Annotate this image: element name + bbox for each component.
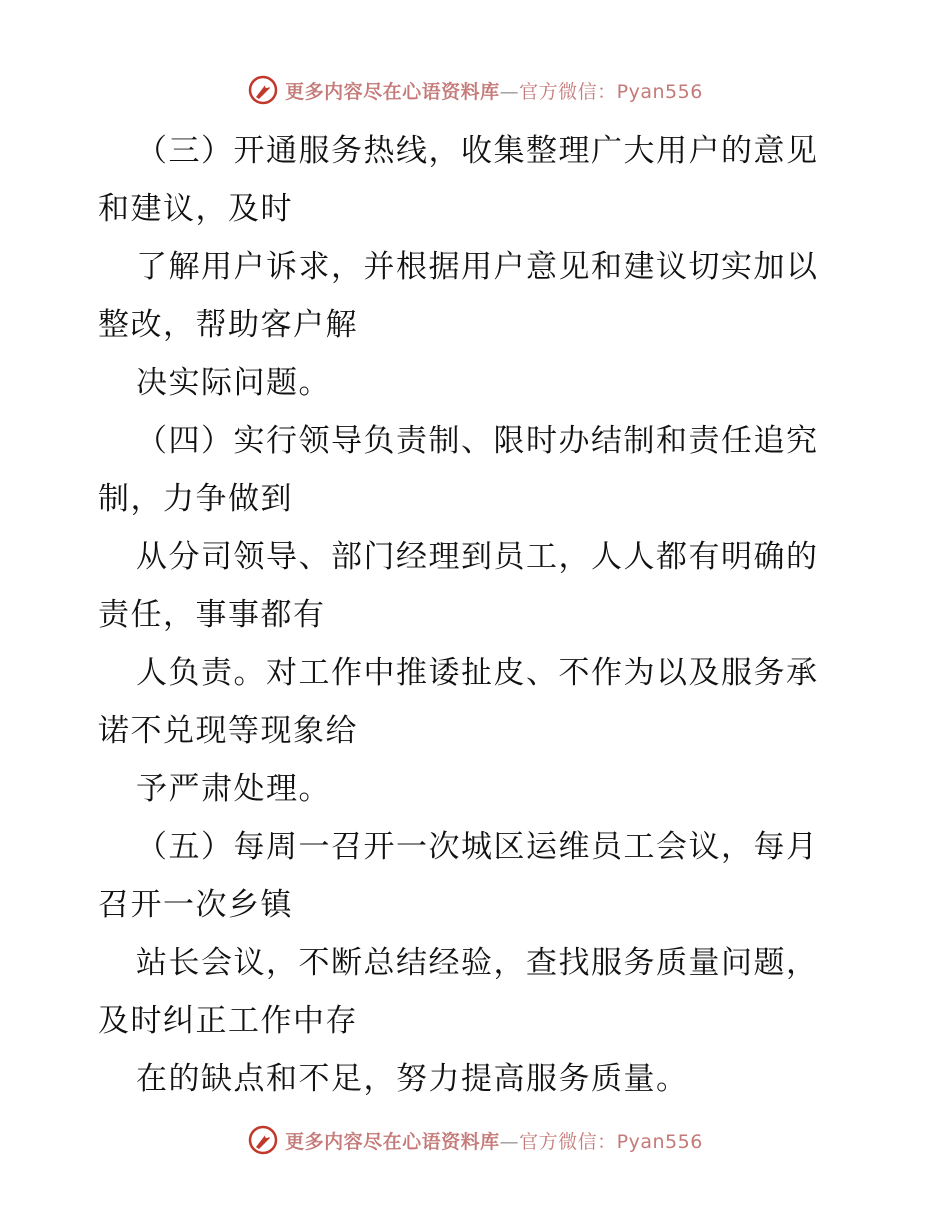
footer-banner [0, 1120, 950, 1160]
pen-nib-logo-icon [247, 1124, 279, 1156]
body-line: 及时纠正工作中存 [98, 1003, 358, 1039]
footer-banner-dash: — [499, 1130, 520, 1153]
body-line: 从分司领导、部门经理到员工，人人都有明确的 [136, 539, 819, 575]
body-line: 整改，帮助客户解 [98, 307, 358, 343]
header-banner-dash: — [499, 80, 520, 103]
document-body [98, 122, 858, 1108]
body-line: 决实际问题。 [136, 365, 331, 401]
body-line: 在的缺点和不足，努力提高服务质量。 [136, 1061, 689, 1097]
footer-banner-tail: 官方微信：Pyan556 [519, 1130, 703, 1153]
body-line: 召开一次乡镇 [98, 887, 293, 923]
body-line: （四）实行领导负责制、限时办结制和责任追究 [136, 423, 819, 459]
body-line: （五）每周一召开一次城区运维员工会议，每月 [136, 829, 819, 865]
body-line: 了解用户诉求，并根据用户意见和建议切实加以 [136, 249, 819, 285]
body-line: 站长会议，不断总结经验，查找服务质量问题， [136, 945, 819, 981]
body-line: 人负责。对工作中推诿扯皮、不作为以及服务承 [136, 655, 819, 691]
footer-banner-lead: 更多内容尽在心语资料库 [285, 1130, 500, 1153]
header-banner-tail: 官方微信：Pyan556 [519, 80, 703, 103]
header-banner-text [285, 77, 703, 104]
body-line: 诺不兑现等现象给 [98, 713, 358, 749]
header-banner [0, 70, 950, 110]
body-line: 和建议，及时 [98, 191, 293, 227]
footer-banner-text [285, 1127, 703, 1154]
body-line: 予严肃处理。 [136, 771, 331, 807]
header-banner-lead: 更多内容尽在心语资料库 [285, 80, 500, 103]
pen-nib-logo-icon [247, 74, 279, 106]
body-line: 制，力争做到 [98, 481, 293, 517]
body-line: （三）开通服务热线，收集整理广大用户的意见 [136, 133, 819, 169]
body-line: 责任，事事都有 [98, 597, 326, 633]
